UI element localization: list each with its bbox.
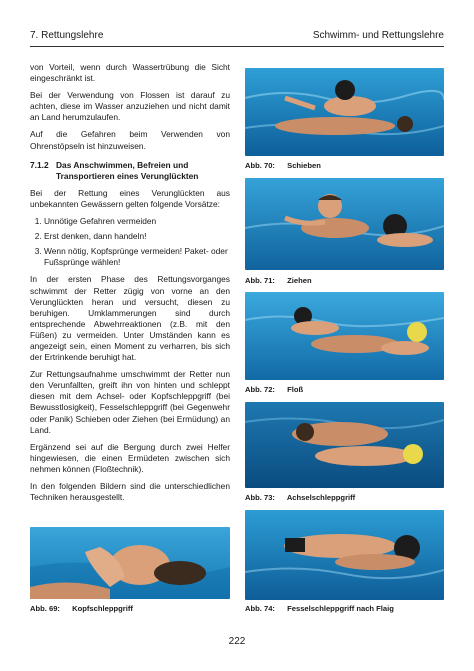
photo-achselschleppgriff — [245, 402, 444, 488]
paragraph-intro: von Vorteil, wenn durch Wassertrübung die Sicht eingeschränkt ist. — [30, 62, 230, 84]
paragraph-flossen: Bei der Verwendung von Flossen ist darauf zu achten, diese im Wasser anzuziehen und nicht damit an Land herumzulaufen. — [30, 90, 230, 123]
photo-ziehen — [245, 178, 444, 270]
photo-kopfschleppgriff — [30, 527, 230, 599]
photo-schieben — [245, 68, 444, 156]
caption-abb70: Abb. 70: Schieben — [245, 161, 321, 170]
paragraph-zwei-helfer: Ergänzend sei auf die Bergung durch zwei Helfer hingewiesen, die einen Ermüdeten zwischen sich nehmen können (Floßtechnik). — [30, 441, 230, 474]
section-heading — [30, 160, 230, 182]
list-item: 1. Unnötige Gefahren vermeiden — [44, 216, 230, 227]
paragraph-vorsaetze: Bei der Rettung eines Verunglückten aus unbekannten Gewässern gelten folgende Vorsätze: — [30, 187, 230, 209]
page-header — [30, 30, 444, 46]
caption-abb71: Abb. 71: Ziehen — [245, 276, 312, 285]
photo-fesselschleppgriff — [245, 510, 444, 600]
paragraph-erste-phase: In der ersten Phase des Rettungsvorganges schwimmt der Retter zügig von vorne an den Verunglückten heran und versucht, diesen zu beruhigen. Umklammerungen sind durch entsprechende Abwehrreaktionen (z.B. mit den Füßen) zu vermeiden. Unter Umständen kann es angezeigt sein, einen Moment zu verharren, bis sich der Ertrinkende beruhigt hat. — [30, 274, 230, 363]
caption-abb69: Abb. 69: Kopfschleppgriff — [30, 604, 133, 613]
photo-floss — [245, 292, 444, 380]
paragraph-ohrenstoepsel: Auf die Gefahren beim Verwenden von Ohrenstöpseln ist hinzuweisen. — [30, 129, 230, 151]
header-divider — [30, 46, 444, 47]
list-item: 2. Erst denken, dann handeln! — [44, 231, 230, 242]
chapter-title: 7. Rettungslehre — [30, 30, 104, 41]
paragraph-bilder: In den folgenden Bildern sind die unterschiedlichen Techniken herausgestellt. — [30, 481, 230, 503]
text-column — [30, 62, 230, 509]
book-title: Schwimm- und Rettungslehre — [312, 30, 444, 41]
paragraph-rettungsaufnahme: Zur Rettungsaufnahme umschwimmt der Retter nun den Verunfallten, greift ihn von hinten und schleppt diesen mit dem Achsel- oder Kopfschleppgriff (bei Bewusstlosigkeit), Fesselschleppgriff (bei Gegenwehr oder Panik) Schieben oder Ziehen (bei Ermüdung) an Land. — [30, 369, 230, 435]
section-number: 7.1.2 — [30, 159, 49, 170]
page-number: 222 — [228, 636, 246, 647]
list-item: 3. Wenn nötig, Kopfsprünge vermeiden! Paket- oder Fußsprünge wählen! — [44, 246, 230, 268]
caption-abb72: Abb. 72: Floß — [245, 385, 304, 394]
caption-abb73: Abb. 73: Achselschleppgriff — [245, 493, 356, 502]
section-title: Das Anschwimmen, Befreien und Transportieren eines Verunglückten — [56, 159, 199, 181]
vorsaetze-list — [30, 216, 230, 268]
caption-abb74: Abb. 74: Fesselschleppgriff nach Flaig — [245, 604, 394, 613]
